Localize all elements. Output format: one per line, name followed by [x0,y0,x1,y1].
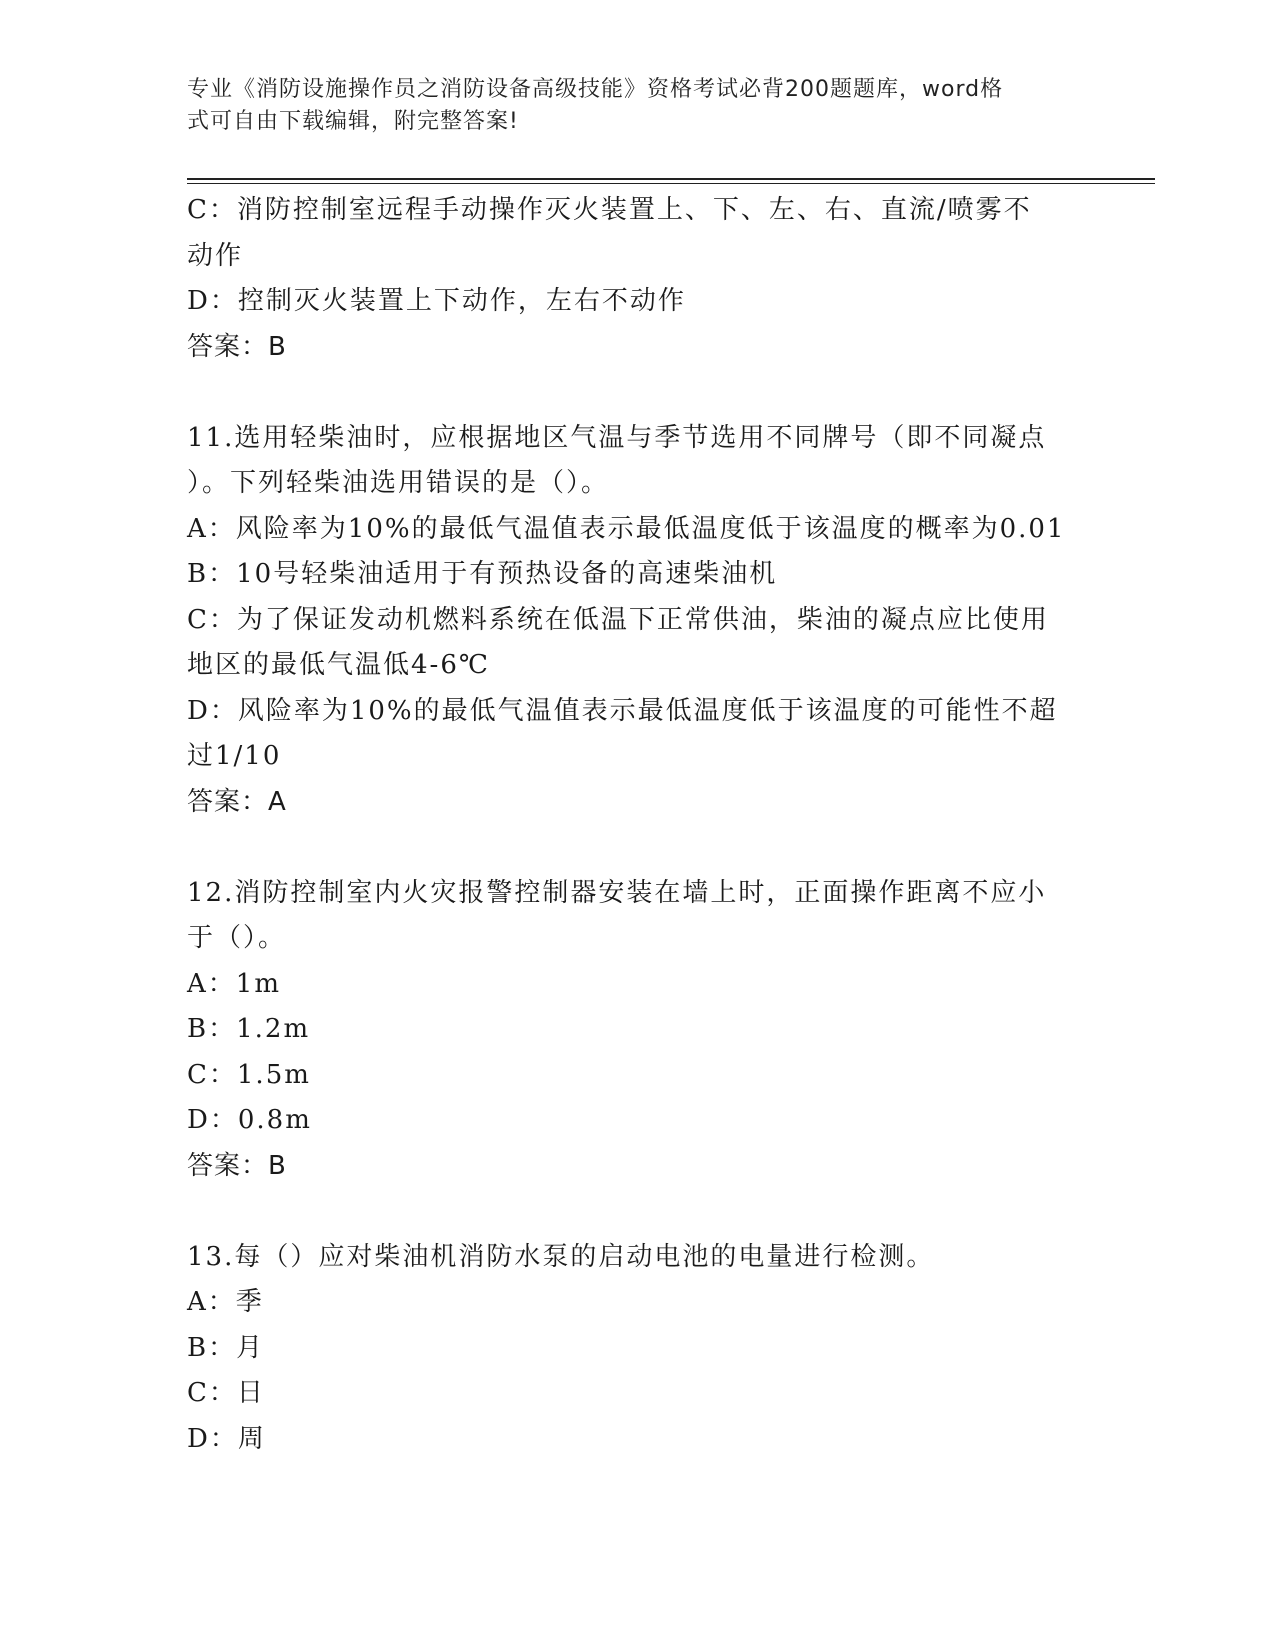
option-b: B：1.2m [187,1014,311,1044]
option-d-line-1: D：风险率为10%的最低气温值表示最低温度低于该温度的可能性不超 [187,695,1058,726]
previous-question-tail [187,188,1087,370]
answer: 答案：B [187,331,287,362]
spacer [187,370,1087,416]
question-stem-line-1: 12.消防控制室内火灾报警控制器安装在墙上时，正面操作距离不应小 [187,877,1047,908]
option-b: B：10号轻柴油适用于有预热设备的高速柴油机 [187,559,778,589]
option-c: C：1.5m [187,1059,311,1090]
question-stem-line-1: 11.选用轻柴油时，应根据地区气温与季节选用不同牌号（即不同凝点 [187,422,1047,453]
header-line-1: 专业《消防设施操作员之消防设备高级技能》资格考试必背200题题库，word格 [187,77,1004,102]
option-a: A：风险率为10%的最低气温值表示最低温度低于该温度的概率为0.01 [187,513,1066,544]
option-d-line-2: 过1/10 [187,741,282,771]
question-13 [187,1235,1087,1463]
option-c-line-2: 地区的最低气温低4-6℃ [187,650,490,680]
header-rule-thick [187,178,1155,180]
question-11 [187,416,1087,826]
option-d: D：0.8m [187,1105,312,1135]
spacer [187,1189,1087,1235]
question-stem: 13.每（）应对柴油机消防水泵的启动电池的电量进行检测。 [187,1241,935,1272]
header-line-2: 式可自由下载编辑，附完整答案! [187,109,519,134]
option-c-line-2: 动作 [187,240,244,271]
option-c-line-1: C：为了保证发动机燃料系统在低温下正常供油，柴油的凝点应比使用 [187,604,1049,635]
answer: 答案：B [187,1150,287,1181]
header-rule-thin [187,183,1155,184]
option-c-line-1: C：消防控制室远程手动操作灭火装置上、下、左、右、直流/喷雾不 [187,195,1032,225]
option-c: C：日 [187,1378,265,1408]
option-d: D：周 [187,1423,266,1454]
question-stem-line-2: ）。下列轻柴油选用错误的是（）。 [187,468,610,498]
option-d: D：控制灭火装置上下动作，左右不动作 [187,286,686,316]
answer: 答案：A [187,786,287,817]
document-body [187,188,1087,1462]
spacer [187,825,1087,871]
document-header [187,74,1067,138]
question-stem-line-2: 于（）。 [187,923,287,953]
option-a: A：1m [187,968,281,999]
option-a: A：季 [187,1287,264,1317]
option-b: B：月 [187,1332,265,1363]
question-12 [187,871,1087,1190]
